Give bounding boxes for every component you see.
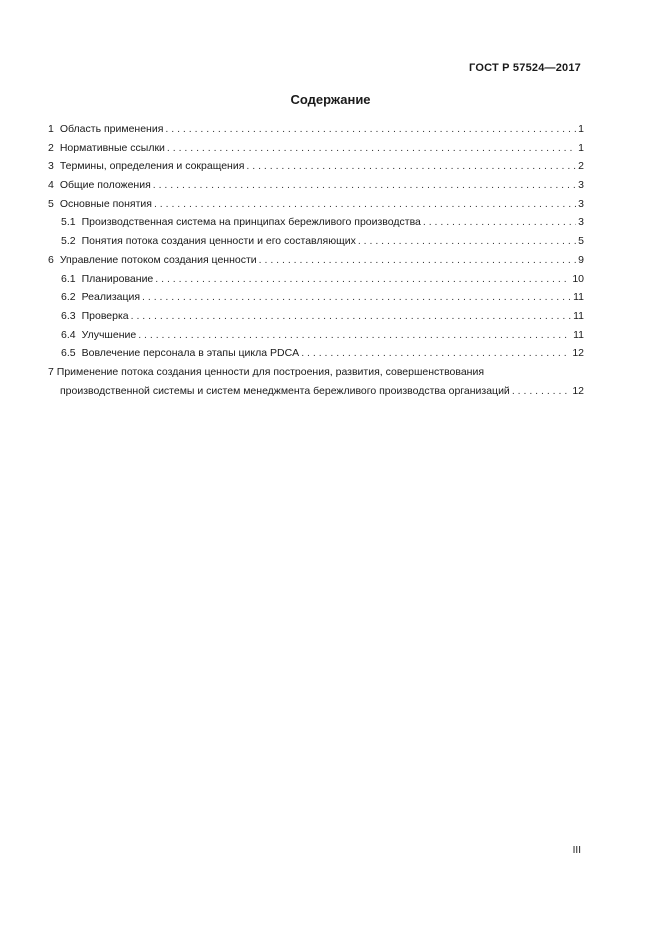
dot-leader — [131, 307, 571, 326]
toc-subentry[interactable] — [48, 307, 584, 326]
toc-entry-number: 2 — [48, 141, 54, 154]
toc-subentry[interactable] — [48, 326, 584, 345]
toc-entry-label: Понятия потока создания ценности и его составляющих — [81, 235, 356, 248]
toc-entry-page: 11 — [573, 328, 584, 341]
toc-entry-label: Проверка — [81, 309, 129, 322]
toc-entry-label: Нормативные ссылки — [59, 141, 165, 154]
toc-entry-label: Область применения — [59, 123, 164, 135]
toc-entry-label: Термины, определения и сокращения — [59, 160, 245, 173]
dot-leader — [142, 288, 571, 307]
toc-entry-number: 1 — [48, 123, 54, 135]
toc-entry-number: 6.3 — [61, 309, 76, 322]
dot-leader — [153, 176, 576, 195]
toc-entry-page: 11 — [573, 291, 584, 304]
toc-entry-label: Вовлечение персонала в этапы цикла PDCA — [81, 347, 300, 360]
dot-leader — [138, 326, 571, 345]
dot-leader — [167, 139, 576, 158]
toc-entry-number: 6 — [48, 253, 54, 266]
toc-subentry[interactable] — [48, 344, 584, 363]
dot-leader — [154, 195, 576, 214]
table-of-contents — [48, 120, 584, 400]
dot-leader — [259, 251, 577, 270]
toc-entry-page: 1 — [578, 141, 584, 154]
toc-entry-number: 5 — [48, 197, 54, 210]
toc-entry[interactable] — [48, 176, 584, 195]
dot-leader — [512, 382, 571, 401]
toc-entry-label: Применение потока создания ценности для построения, развития, совершенствования — [56, 365, 485, 378]
toc-entry-page: 11 — [573, 309, 584, 322]
toc-entry[interactable] — [48, 195, 584, 214]
document-standard-number: ГОСТ Р 57524—2017 — [469, 62, 581, 74]
toc-entry-label: Улучшение — [81, 328, 137, 341]
toc-entry[interactable] — [48, 157, 584, 176]
toc-entry-number: 5.1 — [61, 216, 76, 229]
toc-subentry[interactable] — [48, 213, 584, 232]
toc-entry-first-line — [48, 363, 584, 382]
toc-entry-label: Общие положения — [59, 179, 151, 192]
toc-entry-number: 6.1 — [61, 272, 76, 285]
toc-entry-number: 7 — [48, 365, 54, 378]
toc-entry-multiline[interactable] — [48, 363, 584, 400]
toc-entry-page: 2 — [578, 160, 584, 173]
toc-entry-page: 3 — [578, 179, 584, 192]
toc-entry-label-continued: производственной системы и систем менеджмента бережливого производства организаций — [60, 384, 510, 397]
toc-entry-page: 5 — [578, 235, 584, 248]
toc-entry-label: Реализация — [81, 291, 141, 304]
toc-entry-page: 10 — [572, 272, 584, 285]
toc-entry[interactable] — [48, 120, 584, 139]
toc-entry-page: 3 — [578, 197, 584, 210]
toc-entry[interactable] — [48, 139, 584, 158]
toc-entry-second-line — [48, 382, 584, 401]
toc-entry-number: 5.2 — [61, 235, 76, 248]
toc-subentry[interactable] — [48, 288, 584, 307]
toc-entry-page: 1 — [578, 123, 584, 135]
toc-entry-page: 3 — [578, 216, 584, 229]
toc-entry-page: 9 — [578, 253, 584, 266]
page-number: III — [572, 845, 581, 856]
toc-entry-number: 6.5 — [61, 347, 76, 360]
dot-leader — [165, 120, 576, 139]
toc-subentry[interactable] — [48, 270, 584, 289]
toc-entry[interactable] — [48, 251, 584, 270]
dot-leader — [155, 270, 570, 289]
toc-subentry[interactable] — [48, 232, 584, 251]
dot-leader — [246, 157, 576, 176]
dot-leader — [301, 344, 570, 363]
dot-leader — [358, 232, 576, 251]
toc-entry-number: 4 — [48, 179, 54, 192]
toc-title: Содержание — [290, 92, 371, 107]
toc-entry-label: Производственная система на принципах бережливого производства — [81, 216, 421, 229]
toc-entry-page: 12 — [572, 347, 584, 360]
toc-entry-label: Основные понятия — [59, 197, 152, 210]
toc-entry-number: 6.2 — [61, 291, 76, 304]
toc-entry-label: Планирование — [81, 272, 154, 285]
toc-entry-page: 12 — [572, 384, 584, 397]
toc-entry-label: Управление потоком создания ценности — [59, 253, 257, 266]
dot-leader — [423, 213, 576, 232]
toc-entry-number: 6.4 — [61, 328, 76, 341]
toc-entry-number: 3 — [48, 160, 54, 173]
